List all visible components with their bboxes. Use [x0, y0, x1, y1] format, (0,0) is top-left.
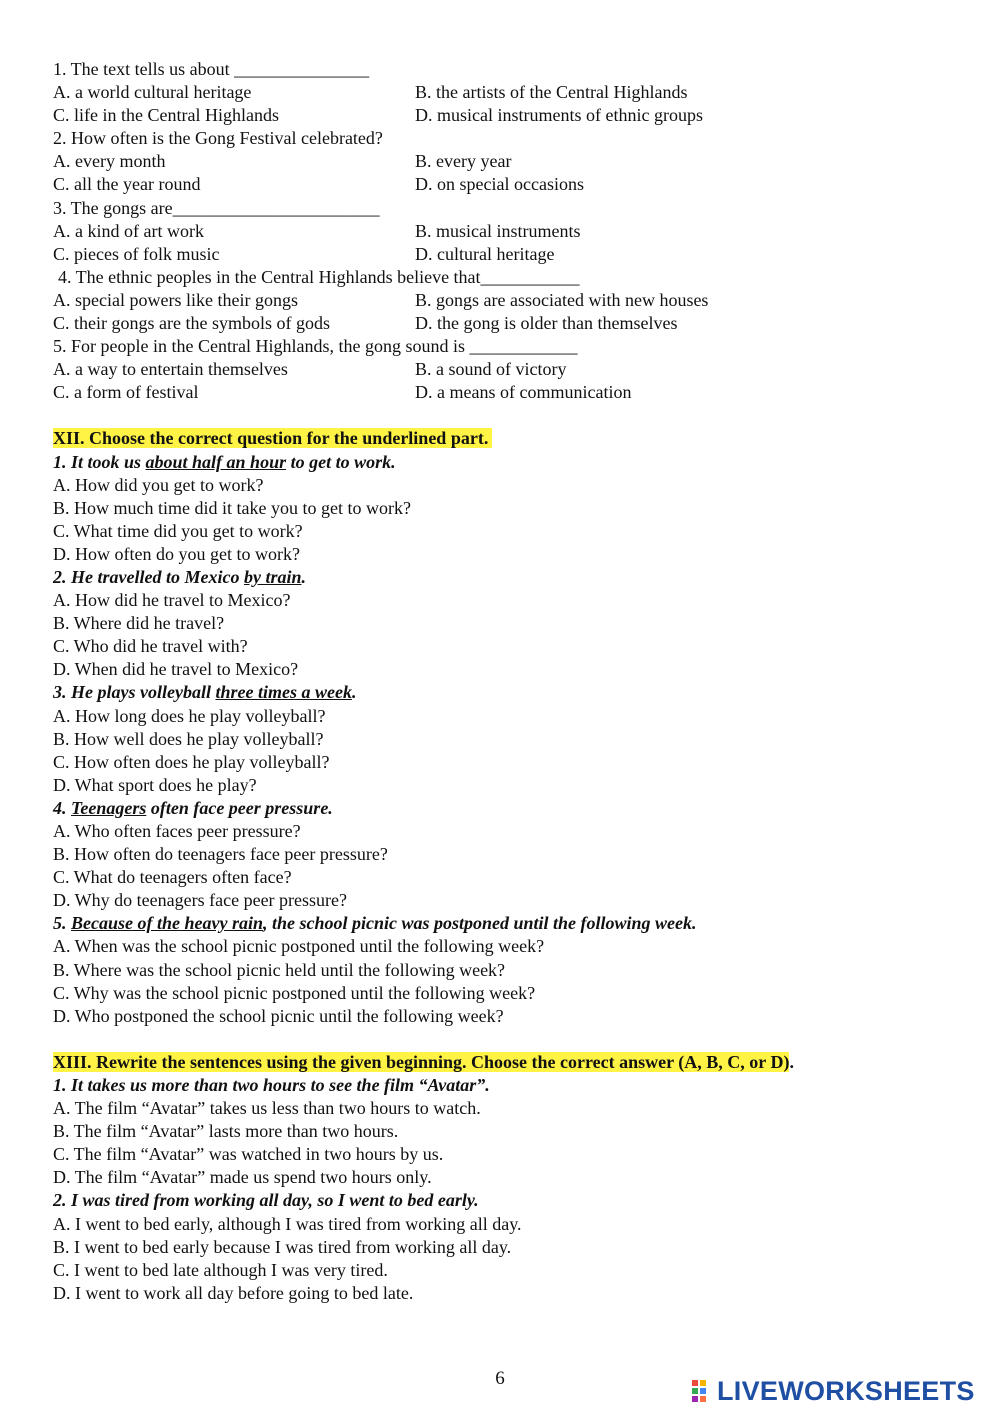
option-c: C. life in the Central Highlands — [53, 105, 279, 126]
liveworksheets-logo-icon — [692, 1380, 714, 1404]
section-spacer — [53, 404, 953, 427]
question-stem: 1. The text tells us about _______________ — [53, 59, 370, 79]
option-d: D. cultural heritage — [415, 243, 555, 264]
option-d: D. on special occasions — [415, 174, 584, 195]
option-b: B. gongs are associated with new houses — [415, 289, 709, 310]
option-a: A. every month — [53, 151, 166, 172]
question-prompt: 1. It takes us more than two hours to see the film “Avatar”. — [53, 1074, 490, 1095]
prompt-text: 1. It took us — [53, 451, 146, 472]
option-c: C. Why was the school picnic postponed until the following week? — [53, 982, 536, 1003]
question-stem: 5. For people in the Central Highlands, the gong sound is ____________ — [53, 336, 578, 357]
option-b: B. How much time did it take you to get to work? — [53, 497, 411, 518]
highlighted-heading: XII. Choose the correct question for the underlined part. — [53, 428, 492, 448]
question-prompt — [53, 566, 953, 589]
option-d: D. How often do you get to work? — [53, 543, 300, 564]
reading-question-1 — [53, 58, 953, 127]
option-d: D. What sport does he play? — [53, 774, 257, 795]
option-b: B. a sound of victory — [415, 359, 567, 380]
option-a: A. How did you get to work? — [53, 474, 264, 495]
prompt-text: 4. — [53, 797, 71, 818]
prompt-text: to get to work. — [286, 451, 396, 472]
question-prompt — [53, 912, 953, 935]
prompt-text: . — [351, 682, 357, 703]
page-number: 6 — [495, 1368, 505, 1389]
section-xii — [53, 427, 953, 1027]
option-a: A. Who often faces peer pressure? — [53, 821, 301, 841]
question-prompt: 2. I was tired from working all day, so I went to bed early. — [53, 1190, 479, 1211]
prompt-text: , the school picnic was postponed until the following week. — [262, 913, 697, 934]
option-a: A. a kind of art work — [53, 220, 204, 241]
option-a: A. When was the school picnic postponed until the following week? — [53, 936, 545, 957]
option-a: A. special powers like their gongs — [53, 289, 298, 310]
question-prompt — [53, 451, 953, 474]
prompt-text: 2. He travelled to Mexico — [53, 566, 244, 587]
xii-question-1 — [53, 451, 953, 566]
liveworksheets-logo — [692, 1376, 975, 1407]
highlighted-heading: XIII. Rewrite the sentences using the given beginning. Choose the correct answer (A, B, C, or D) — [53, 1051, 790, 1072]
option-a: A. How did he travel to Mexico? — [53, 590, 291, 611]
reading-question-2 — [53, 127, 953, 196]
option-a: A. The film “Avatar” takes us less than two hours to watch. — [53, 1098, 481, 1119]
underlined-part: three times a week — [215, 682, 352, 703]
prompt-text: often face peer pressure. — [146, 797, 333, 818]
option-b: B. The film “Avatar” lasts more than two hours. — [53, 1121, 399, 1142]
prompt-text: 3. He plays volleyball — [53, 682, 216, 703]
section-xiii — [53, 1051, 953, 1305]
question-prompt — [53, 681, 953, 704]
option-a: A. How long does he play volleyball? — [53, 705, 326, 726]
option-c: C. Who did he travel with? — [53, 636, 248, 657]
xiii-question-1 — [53, 1074, 953, 1189]
reading-question-4 — [53, 266, 953, 335]
xii-question-2 — [53, 566, 953, 681]
question-prompt — [53, 797, 953, 820]
option-a: A. I went to bed early, although I was tired from working all day. — [53, 1213, 522, 1234]
question-stem: 2. How often is the Gong Festival celebrated? — [53, 128, 383, 149]
section-spacer — [53, 1028, 953, 1051]
option-a: A. a way to entertain themselves — [53, 359, 288, 380]
underlined-part: by train — [243, 566, 302, 587]
option-d: D. I went to work all day before going to bed late. — [53, 1282, 414, 1303]
option-b: B. How well does he play volleyball? — [53, 728, 324, 749]
logo-text: LIVEWORKSHEETS — [717, 1376, 975, 1406]
option-d: D. When did he travel to Mexico? — [53, 659, 299, 680]
option-d: D. The film “Avatar” made us spend two hours only. — [53, 1167, 432, 1188]
option-b: B. musical instruments — [415, 220, 581, 241]
option-a: A. a world cultural heritage — [53, 82, 252, 103]
xii-question-4 — [53, 797, 953, 912]
option-c: C. What time did you get to work? — [53, 520, 303, 541]
section-heading — [53, 427, 953, 450]
option-d: D. musical instruments of ethnic groups — [415, 105, 703, 126]
option-b: B. How often do teenagers face peer pressure? — [53, 844, 388, 865]
option-b: B. Where was the school picnic held until the following week? — [53, 959, 506, 980]
option-c: C. their gongs are the symbols of gods — [53, 313, 330, 334]
option-c: C. pieces of folk music — [53, 243, 220, 264]
option-d: D. a means of communication — [415, 382, 632, 403]
underlined-part: Teenagers — [71, 797, 147, 818]
reading-question-3 — [53, 197, 953, 266]
option-b: B. every year — [415, 151, 512, 172]
option-c: C. How often does he play volleyball? — [53, 751, 330, 772]
option-c: C. What do teenagers often face? — [53, 867, 292, 888]
option-b: B. the artists of the Central Highlands — [415, 82, 688, 103]
option-d: D. Who postponed the school picnic until the following week? — [53, 1005, 504, 1026]
xii-question-5 — [53, 912, 953, 1027]
option-d: D. the gong is older than themselves — [415, 313, 678, 334]
option-d: D. Why do teenagers face peer pressure? — [53, 890, 348, 911]
xii-question-3 — [53, 681, 953, 796]
option-c: C. all the year round — [53, 174, 201, 195]
section-heading — [53, 1051, 953, 1074]
prompt-text: 5. — [53, 913, 71, 934]
option-b: B. Where did he travel? — [53, 613, 225, 634]
reading-question-5 — [53, 335, 953, 404]
option-c: C. a form of festival — [53, 382, 199, 403]
worksheet-page — [53, 58, 953, 1305]
underlined-part: about half an hour — [145, 451, 287, 472]
xiii-question-2 — [53, 1189, 953, 1304]
question-stem: 3. The gongs are_______________________ — [53, 197, 380, 218]
heading-period: . — [789, 1051, 794, 1072]
option-b: B. I went to bed early because I was tired from working all day. — [53, 1236, 512, 1257]
option-c: C. The film “Avatar” was watched in two hours by us. — [53, 1144, 444, 1165]
prompt-text: . — [301, 566, 306, 587]
question-stem: 4. The ethnic peoples in the Central Highlands believe that___________ — [58, 266, 580, 287]
underlined-part: Because of the heavy rain — [71, 913, 263, 934]
option-c: C. I went to bed late although I was very tired. — [53, 1259, 388, 1280]
